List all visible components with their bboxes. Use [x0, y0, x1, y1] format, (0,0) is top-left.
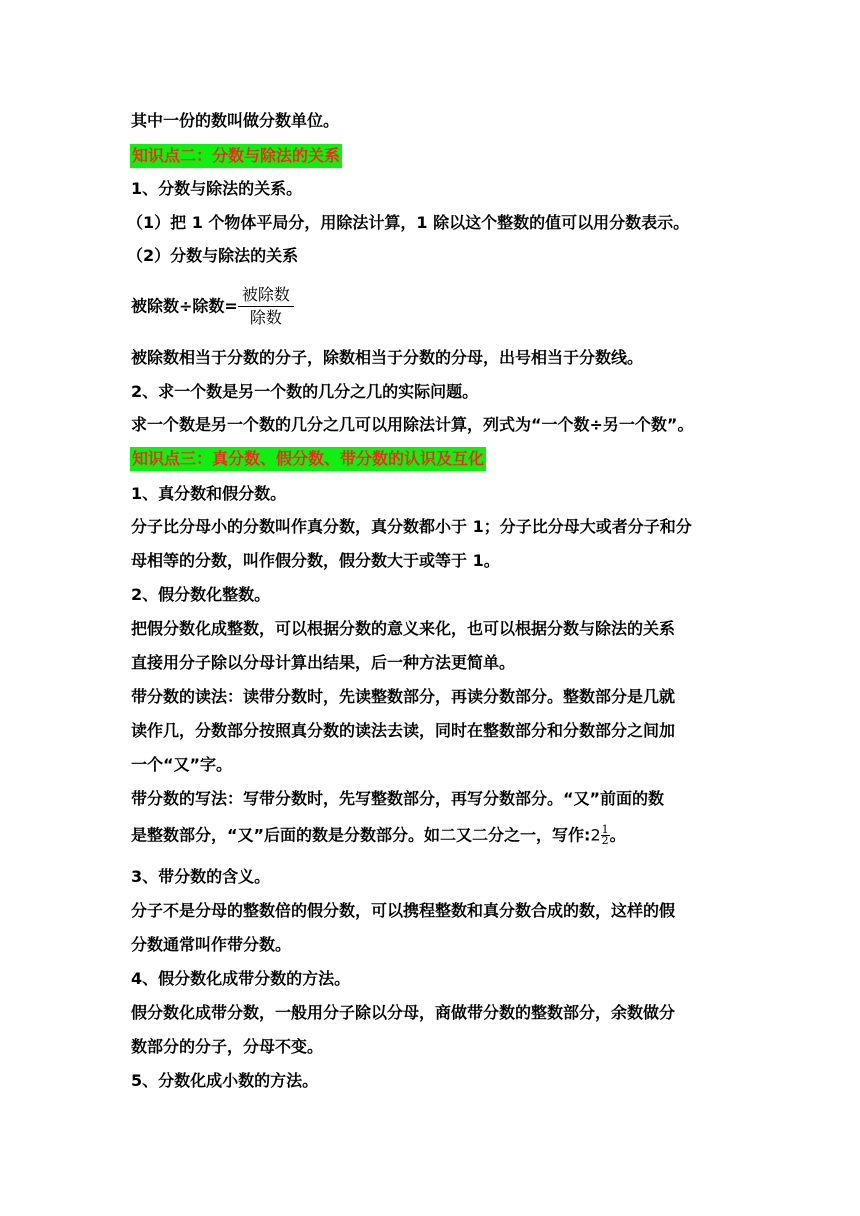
section-heading-2: 知识点二：分数与除法的关系 — [130, 144, 342, 168]
text-line: 被除数相当于分数的分子，除数相当于分数的分母，出号相当于分数线。 — [131, 348, 644, 367]
text-line: 分数通常叫作带分数。 — [131, 935, 292, 954]
formula-denominator: 除数 — [249, 308, 282, 327]
text-line: 数部分的分子，分母不变。 — [131, 1037, 324, 1056]
mixed-whole: 2 — [590, 825, 601, 845]
text-line: 假分数化成带分数，一般用分子除以分母，商做带分数的整数部分，余数做分 — [131, 1003, 676, 1022]
text-segment: 。 — [609, 825, 626, 845]
formula-left: 被除数÷除数= — [131, 296, 238, 316]
formula-fraction — [238, 284, 294, 329]
subheading: 3、带分数的含义。 — [131, 867, 271, 886]
subheading: 2、假分数化整数。 — [131, 585, 271, 604]
subheading: 1、分数与除法的关系。 — [131, 179, 303, 198]
formula-numerator: 被除数 — [238, 284, 294, 307]
text-line-mixed-number — [131, 824, 626, 847]
text-line: 带分数的写法：写带分数时，先写整数部分，再写分数部分。“又”前面的数 — [131, 789, 665, 808]
text-line: 一个“又”字。 — [131, 755, 233, 774]
mixed-fraction — [601, 825, 610, 846]
text-segment: 是整数部分，“又”后面的数是分数部分。如二又二分之一，写作: — [131, 825, 591, 845]
subheading: 4、假分数化成带分数的方法。 — [131, 969, 351, 988]
text-line: （1）把 1 个物体平局分，用除法计算，1 除以这个整数的值可以用分数表示。 — [127, 213, 690, 232]
text-line: （2）分数与除法的关系 — [127, 246, 299, 265]
text-line: 求一个数是另一个数的几分之几可以用除法计算，列式为“一个数÷另一个数”。 — [131, 415, 694, 434]
subheading: 2、求一个数是另一个数的几分之几的实际问题。 — [131, 382, 479, 401]
text-line: 分子不是分母的整数倍的假分数，可以携程整数和真分数合成的数，这样的假 — [131, 901, 676, 920]
text-line: 带分数的读法：读带分数时，先读整数部分，再读分数部分。整数部分是几就 — [131, 687, 676, 706]
subheading: 5、分数化成小数的方法。 — [131, 1071, 319, 1090]
mixed-denominator: 2 — [601, 834, 609, 847]
text-line: 母相等的分数，叫作假分数，假分数大于或等于 1。 — [131, 551, 500, 570]
text-line: 把假分数化成整数，可以根据分数的意义来化，也可以根据分数与除法的关系 — [131, 619, 676, 638]
text-line: 分子比分母小的分数叫作真分数，真分数都小于 1；分子比分母大或者分子和分 — [131, 517, 692, 536]
text-line: 直接用分子除以分母计算出结果，后一种方法更简单。 — [131, 653, 516, 672]
subheading: 1、真分数和假分数。 — [131, 484, 287, 503]
text-line: 其中一份的数叫做分数单位。 — [131, 111, 340, 130]
text-line: 读作几，分数部分按照真分数的读法去读，同时在整数部分和分数部分之间加 — [131, 721, 676, 740]
mixed-numerator: 1 — [601, 823, 609, 836]
formula — [131, 284, 294, 329]
section-heading-3: 知识点三：真分数、假分数、带分数的认识及互化 — [130, 447, 486, 471]
